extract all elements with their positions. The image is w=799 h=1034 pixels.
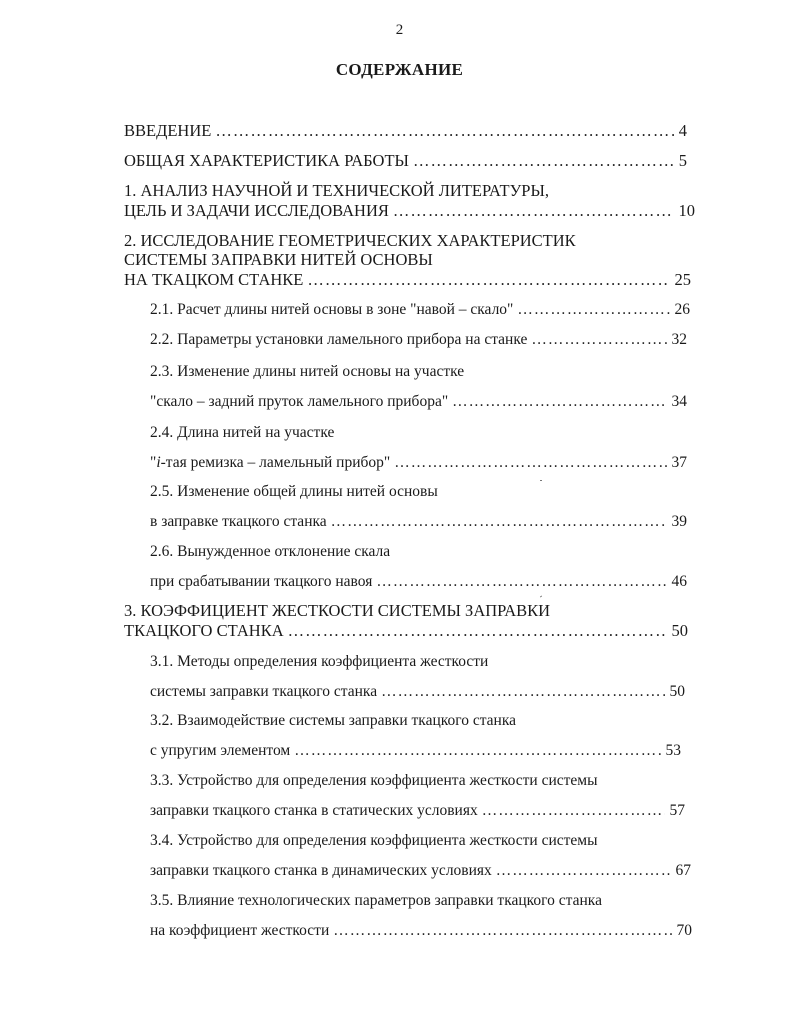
toc-entry-page: 67 — [675, 862, 691, 879]
dot-leader — [381, 682, 664, 702]
toc-section-3-4-line-1: 3.4. Устройство для определения коэффициента жесткости системы — [150, 832, 598, 849]
dot-leader — [333, 921, 671, 941]
toc-entry-text-rest: -тая ремизка – ламельный прибор" — [160, 454, 391, 471]
toc-entry-page: 4 — [678, 121, 687, 140]
dot-leader — [394, 453, 666, 473]
dot-leader — [496, 861, 671, 881]
toc-entry-page: 53 — [665, 742, 681, 759]
dot-leader — [307, 270, 669, 290]
toc-entry-text: НА ТКАЦКОМ СТАНКЕ — [124, 270, 304, 289]
toc-section-3-3-line-1: 3.3. Устройство для определения коэффициента жесткости системы — [150, 772, 598, 789]
toc-chapter-3-line-1: 3. КОЭФФИЦИЕНТ ЖЕСТКОСТИ СИСТЕМЫ ЗАПРАВКИ — [124, 601, 551, 620]
toc-section-2-3 — [150, 392, 687, 412]
toc-section-2-5-line-1: 2.5. Изменение общей длины нитей основы — [150, 483, 438, 500]
toc-section-2-6 — [150, 572, 687, 592]
toc-chapter-2-line-1: 2. ИССЛЕДОВАНИЕ ГЕОМЕТРИЧЕСКИХ ХАРАКТЕРИСТИК — [124, 231, 576, 250]
toc-entry-text — [150, 453, 390, 473]
dot-leader — [531, 330, 666, 350]
toc-section-3-2 — [150, 741, 681, 761]
toc-entry-page: 34 — [671, 393, 687, 410]
toc-chapter-2 — [124, 270, 691, 290]
toc-entry-text: заправки ткацкого станка в статических условиях — [150, 802, 478, 819]
dot-leader — [517, 300, 669, 320]
toc-section-3-3 — [150, 801, 685, 821]
dot-leader — [393, 201, 674, 221]
scan-speck — [540, 480, 542, 481]
toc-section-3-1-line-1: 3.1. Методы определения коэффициента жесткости — [150, 653, 489, 670]
dot-leader — [288, 621, 667, 641]
dot-leader — [376, 572, 666, 592]
toc-entry-page: 39 — [671, 513, 687, 530]
dot-leader — [331, 512, 667, 532]
toc-section-3-5 — [150, 921, 692, 941]
dot-leader — [452, 392, 666, 412]
toc-entry-page: 50 — [669, 683, 685, 700]
toc-entry-page: 70 — [676, 922, 692, 939]
dot-leader — [294, 741, 660, 761]
toc-entry-text: в заправке ткацкого станка — [150, 513, 327, 530]
toc-entry-text: ЦЕЛЬ И ЗАДАЧИ ИССЛЕДОВАНИЯ — [124, 201, 389, 220]
toc-entry-text: с упругим элементом — [150, 742, 291, 759]
toc-entry-page: 46 — [671, 573, 687, 590]
toc-section-3-5-line-1: 3.5. Влияние технологических параметров заправки ткацкого станка — [150, 892, 602, 909]
toc-entry-text: ОБЩАЯ ХАРАКТЕРИСТИКА РАБОТЫ — [124, 151, 409, 170]
toc-chapter-2-line-2: СИСТЕМЫ ЗАПРАВКИ НИТЕЙ ОСНОВЫ — [124, 250, 433, 269]
dot-leader — [413, 151, 674, 171]
toc-entry-text: 2.1. Расчет длины нитей основы в зоне "навой – скало" — [150, 301, 514, 318]
toc-chapter-1-line-1: 1. АНАЛИЗ НАУЧНОЙ И ТЕХНИЧЕСКОЙ ЛИТЕРАТУРЫ, — [124, 181, 549, 200]
dot-leader — [215, 121, 673, 141]
toc-entry-text: 2.2. Параметры установки ламельного прибора на станке — [150, 331, 528, 348]
toc-section-2-2 — [150, 330, 687, 350]
toc-entry-page: 32 — [671, 331, 687, 348]
toc-section-2-5 — [150, 512, 687, 532]
toc-entry-general — [124, 151, 687, 171]
page-title: СОДЕРЖАНИЕ — [335, 60, 464, 79]
dot-leader — [482, 801, 665, 821]
toc-section-2-4 — [150, 453, 687, 473]
toc-entry-text: ВВЕДЕНИЕ — [124, 121, 212, 140]
toc-chapter-1 — [124, 201, 695, 221]
italic-i: i — [156, 454, 161, 471]
open-quote: " — [150, 454, 157, 471]
toc-entry-text: заправки ткацкого станка в динамических условиях — [150, 862, 492, 879]
toc-entry-page: 5 — [678, 151, 687, 170]
scan-speck — [540, 595, 542, 597]
toc-entry-text: системы заправки ткацкого станка — [150, 683, 378, 700]
toc-entry-intro — [124, 121, 687, 141]
toc-section-2-3-line-1: 2.3. Изменение длины нитей основы на участке — [150, 363, 465, 380]
toc-chapter-3 — [124, 621, 688, 641]
page-number: 2 — [395, 22, 404, 38]
toc-entry-page: 10 — [678, 201, 695, 220]
toc-section-3-1 — [150, 682, 685, 702]
toc-section-2-6-line-1: 2.6. Вынужденное отклонение скала — [150, 543, 391, 560]
toc-entry-page: 25 — [674, 270, 691, 289]
toc-entry-page: 26 — [674, 301, 690, 318]
toc-section-2-1 — [150, 300, 690, 320]
toc-section-3-4 — [150, 861, 691, 881]
toc-entry-page: 37 — [671, 454, 687, 471]
toc-section-3-2-line-1: 3.2. Взаимодействие системы заправки ткацкого станка — [150, 712, 517, 729]
toc-entry-text: при срабатывании ткацкого навоя — [150, 573, 373, 590]
toc-entry-text: ТКАЦКОГО СТАНКА — [124, 621, 284, 640]
toc-entry-text: на коэффициент жесткости — [150, 922, 330, 939]
toc-section-2-4-line-1: 2.4. Длина нитей на участке — [150, 424, 335, 441]
toc-entry-page: 57 — [669, 802, 685, 819]
toc-entry-page: 50 — [671, 621, 688, 640]
toc-entry-text: "скало – задний пруток ламельного прибора" — [150, 393, 449, 410]
